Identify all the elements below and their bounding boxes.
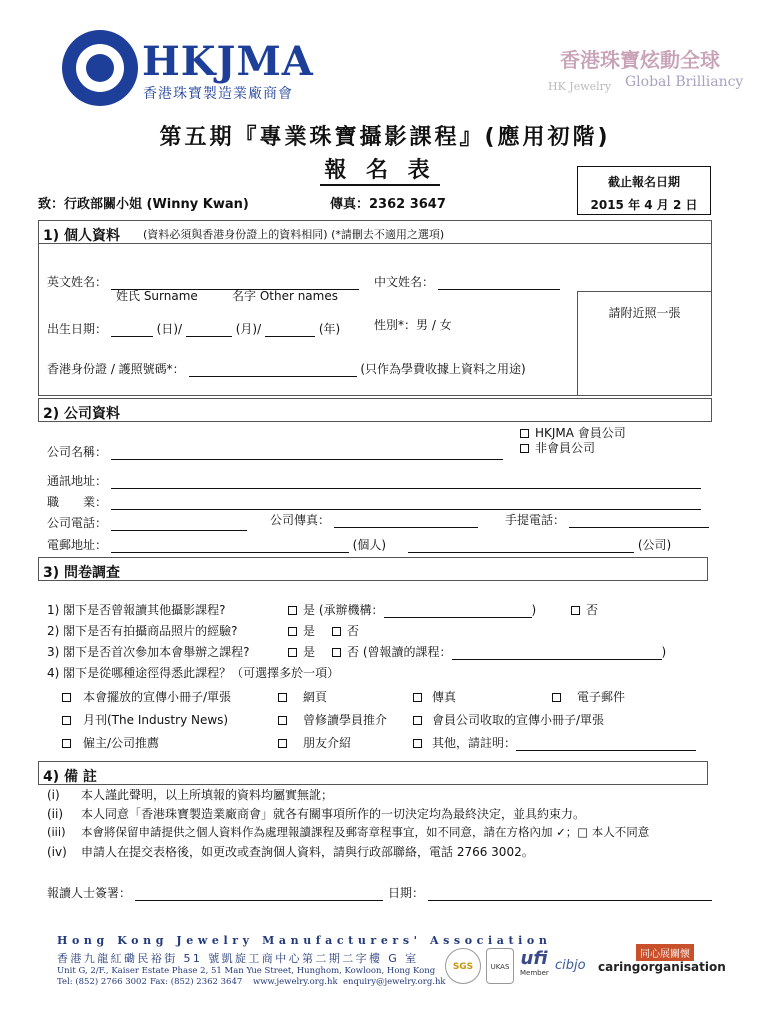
q3-no-label: 否 (曾報讀的課程：	[347, 645, 452, 659]
source-brochure-checkbox[interactable]	[62, 693, 71, 702]
section1-title: 1) 個人資料	[43, 228, 121, 244]
q2-yes-checkbox[interactable]	[288, 627, 297, 636]
sgs-badge: SGS	[445, 948, 481, 984]
position-row	[47, 493, 701, 510]
q3-yes-option[interactable]	[288, 643, 315, 660]
chinese-name-label: 中文姓名：	[374, 275, 435, 289]
signature-label: 報讀人士簽署：	[47, 886, 132, 900]
source-option-referral[interactable]	[278, 711, 387, 728]
section3-title: 3) 問卷調查	[43, 565, 121, 581]
chinese-name-field[interactable]	[438, 278, 560, 290]
q3-course-field[interactable]	[452, 648, 662, 660]
fax-number: 傳真：2362 3647	[330, 197, 446, 212]
company-fax-label: 公司傳真：	[270, 513, 331, 527]
source-web-checkbox[interactable]	[278, 693, 287, 702]
brand-logo-sub: HK Jewelry	[548, 80, 612, 93]
id-field[interactable]	[189, 365, 357, 377]
cibjo-badge: cibjo	[555, 958, 586, 973]
corporate-email-field[interactable]	[408, 541, 634, 553]
q3-yes-checkbox[interactable]	[288, 648, 297, 657]
source-option-brochure[interactable]	[62, 688, 231, 705]
section1-header	[38, 220, 712, 244]
address-field[interactable]	[111, 477, 701, 489]
id-note: (只作為學費收據上資料之用途)	[360, 362, 526, 376]
ufi-member: Member	[520, 969, 549, 977]
remark-4	[47, 843, 534, 860]
corporate-email-label: (公司)	[637, 538, 672, 552]
source-monthly-label: 月刊(The Industry News)	[83, 713, 229, 727]
section4-title: 4) 備 註	[43, 769, 97, 785]
q1-no-label: 否	[586, 603, 599, 617]
date-row	[388, 884, 712, 901]
section2-title: 2) 公司資料	[43, 406, 121, 422]
mobile-label: 手提電話：	[505, 513, 566, 527]
footer-address-zh: 香港九龍紅磡民裕街 51 號凱旋工商中心第二期二字樓 G 室	[57, 952, 419, 965]
company-name-label: 公司名稱：	[47, 445, 108, 459]
source-other-field[interactable]	[516, 739, 696, 751]
dob-month-label: (月)/	[235, 322, 262, 336]
id-row	[47, 360, 526, 377]
source-referral-label: 曾修讀學員推介	[303, 713, 388, 727]
source-monthly-checkbox[interactable]	[62, 716, 71, 725]
position-label: 職 業：	[47, 495, 108, 509]
hkjma-seal-logo	[62, 30, 138, 106]
q1-no-checkbox[interactable]	[571, 606, 580, 615]
source-email-checkbox[interactable]	[552, 693, 561, 702]
dob-year-field[interactable]	[265, 325, 315, 337]
q1-yes-label: 是 (承辦機構：	[303, 603, 384, 617]
remark-3	[47, 824, 649, 840]
q2-no-checkbox[interactable]	[332, 627, 341, 636]
non-member-checkbox[interactable]	[520, 444, 529, 453]
source-member-brochure-label: 會員公司收取的宣傳小冊子/單張	[432, 713, 605, 727]
remark-1-num: (i)	[47, 788, 60, 802]
date-field[interactable]	[428, 889, 712, 901]
dob-label: 出生日期：	[47, 322, 108, 336]
section1-note: (資料必須與香港身份證上的資料相同) (*請刪去不適用之選項)	[143, 228, 445, 241]
section3-header	[38, 557, 708, 581]
footer-name-en: Hong Kong Jewelry Manufacturers' Association	[57, 934, 552, 947]
id-label: 香港身份證 / 護照號碼*：	[47, 362, 185, 376]
surname-hint: 姓氏 Surname	[116, 289, 198, 303]
mobile-field[interactable]	[569, 516, 709, 528]
non-member-label: 非會員公司	[535, 441, 596, 455]
caring-org-label: 同心展關懷	[636, 944, 694, 961]
source-option-friends[interactable]	[278, 734, 351, 751]
q3-close: )	[661, 645, 667, 659]
footer-tel: Tel: (852) 2766 3002	[57, 977, 147, 987]
brand-logo-en: Global Brilliancy	[625, 74, 744, 90]
remark-2	[47, 805, 585, 822]
section4-header	[38, 761, 708, 785]
footer-address-en: Unit G, 2/F., Kaiser Estate Phase 2, 51 Man Yue Street, Hunghom, Kowloon, Hong Kong	[57, 966, 436, 976]
source-employer-label: 僱主/公司推薦	[83, 736, 160, 750]
ufi-badge	[520, 948, 548, 977]
hkjma-name-zh: 香港珠寶製造業廠商會	[143, 86, 293, 102]
deadline-box	[577, 166, 711, 215]
signature-row	[47, 884, 383, 901]
source-option-web[interactable]	[278, 688, 327, 705]
q3-no-checkbox[interactable]	[332, 648, 341, 657]
member-checkbox[interactable]	[520, 429, 529, 438]
q1-no-option[interactable]	[571, 601, 598, 618]
question-1: 1) 閣下是否曾報讀其他攝影課程?	[47, 603, 226, 617]
source-web-label: 網頁	[303, 690, 328, 704]
q3-no-option[interactable]	[332, 643, 666, 660]
source-option-monthly[interactable]	[62, 711, 228, 728]
non-member-option[interactable]	[520, 439, 595, 456]
company-name-row	[47, 443, 503, 460]
source-employer-checkbox[interactable]	[62, 739, 71, 748]
q1-yes-option[interactable]	[288, 601, 536, 618]
chinese-name-row	[374, 273, 560, 290]
footer-email[interactable]: enquiry@jewelry.org.hk	[343, 977, 446, 987]
signature-field[interactable]	[135, 889, 383, 901]
source-fax-label: 傳真	[432, 690, 457, 704]
english-name-label: 英文姓名：	[47, 275, 108, 289]
q1-yes-checkbox[interactable]	[288, 606, 297, 615]
remark-2-text: 本人同意「香港珠寶製造業廠商會」就各有關事項所作的一切決定均為最終決定，並具約束力。	[81, 807, 586, 821]
footer-fax: Fax: (852) 2362 3647	[150, 977, 243, 987]
deadline-label: 截止報名日期	[607, 175, 680, 189]
source-other-checkbox[interactable]	[413, 739, 422, 748]
remark-4-num: (iv)	[47, 845, 67, 859]
other-names-hint: 名字 Other names	[232, 289, 338, 303]
email-label: 電郵地址：	[47, 538, 108, 552]
dob-year-label: (年)	[318, 322, 341, 336]
section2-header	[38, 398, 712, 422]
source-email-label: 電子郵件	[577, 690, 626, 704]
gender-field[interactable]: 性別*：男 / 女	[374, 318, 452, 332]
date-label: 日期：	[388, 886, 425, 900]
form-subtitle: 報 名 表	[320, 153, 440, 186]
deadline-date: 2015 年 4 月 2 日	[590, 198, 698, 212]
source-option-other[interactable]	[413, 734, 696, 751]
caring-org-logo: caringorganisation	[598, 960, 726, 974]
source-member-brochure-checkbox[interactable]	[413, 716, 422, 725]
corporate-email-row	[408, 536, 671, 553]
dob-day-label: (日)/	[156, 322, 183, 336]
company-name-field[interactable]	[111, 448, 503, 460]
q2-yes-option[interactable]	[288, 622, 315, 639]
phone-row	[47, 514, 247, 531]
form-title: 第五期『專業珠寶攝影課程』(應用初階)	[159, 125, 611, 150]
personal-email-label: (個人)	[352, 538, 387, 552]
addressee: 致：行政部關小姐 (Winny Kwan)	[38, 197, 249, 212]
photo-label: 請附近照一張	[608, 306, 681, 320]
company-phone-field[interactable]	[111, 519, 247, 531]
remark-3-text: 本會將保留申請提供之個人資料作為處理報讀課程及郵寄章程事宜，如不同意，請在方格內加 ✓；□ 本人不同意	[81, 825, 650, 839]
question-2: 2) 閣下是否有拍攝商品照片的經驗?	[47, 624, 238, 638]
q3-yes-label: 是	[303, 645, 316, 659]
question-4: 4) 閣下是從哪種途徑得悉此課程？（可選擇多於一項）	[47, 666, 340, 680]
personal-email-field[interactable]	[111, 541, 349, 553]
source-friends-checkbox[interactable]	[278, 739, 287, 748]
q2-yes-label: 是	[303, 624, 316, 638]
company-phone-label: 公司電話：	[47, 516, 108, 530]
q2-no-label: 否	[347, 624, 360, 638]
remark-3-num: (iii)	[47, 825, 66, 839]
remark-1-text: 本人謹此聲明，以上所填報的資料均屬實無訛；	[81, 788, 334, 802]
source-option-fax[interactable]	[413, 688, 456, 705]
dob-row	[47, 320, 340, 337]
source-other-label: 其他，請註明：	[432, 736, 517, 750]
address-row	[47, 472, 701, 489]
source-option-employer[interactable]	[62, 734, 159, 751]
source-option-member-brochure[interactable]	[413, 711, 604, 728]
ukas-badge: UKAS	[486, 948, 514, 984]
source-fax-checkbox[interactable]	[413, 693, 422, 702]
source-brochure-label: 本會擺放的宣傳小冊子/單張	[83, 690, 232, 704]
question-3: 3) 閣下是否首次參加本會舉辦之課程?	[47, 645, 250, 659]
remark-1	[47, 786, 333, 803]
source-option-email[interactable]	[552, 688, 625, 705]
hkjma-logo-text: HKJMA	[142, 38, 314, 85]
remark-4-text: 申請人在提交表格後，如更改或查詢個人資料，請與行政部聯絡，電話 2766 3002。	[81, 845, 534, 859]
source-friends-label: 朋友介紹	[303, 736, 352, 750]
dob-month-field[interactable]	[186, 325, 232, 337]
email-row	[47, 536, 386, 553]
remark-2-num: (ii)	[47, 807, 64, 821]
mobile-row	[505, 511, 709, 528]
q1-organizer-field[interactable]	[384, 606, 532, 618]
source-referral-checkbox[interactable]	[278, 716, 287, 725]
photo-box[interactable]	[577, 291, 712, 396]
position-field[interactable]	[111, 498, 701, 510]
address-label: 通訊地址：	[47, 474, 108, 488]
q2-no-option[interactable]	[332, 622, 359, 639]
q1-close: )	[531, 603, 537, 617]
brand-logo-zh: 香港珠寶炫動全球	[560, 48, 720, 72]
member-label: HKJMA 會員公司	[535, 426, 626, 440]
footer-website[interactable]: www.jewelry.org.hk	[253, 977, 338, 987]
ufi-logo: ufi	[520, 948, 548, 969]
dob-day-field[interactable]	[111, 325, 153, 337]
company-fax-row	[270, 511, 478, 528]
company-fax-field[interactable]	[334, 516, 478, 528]
